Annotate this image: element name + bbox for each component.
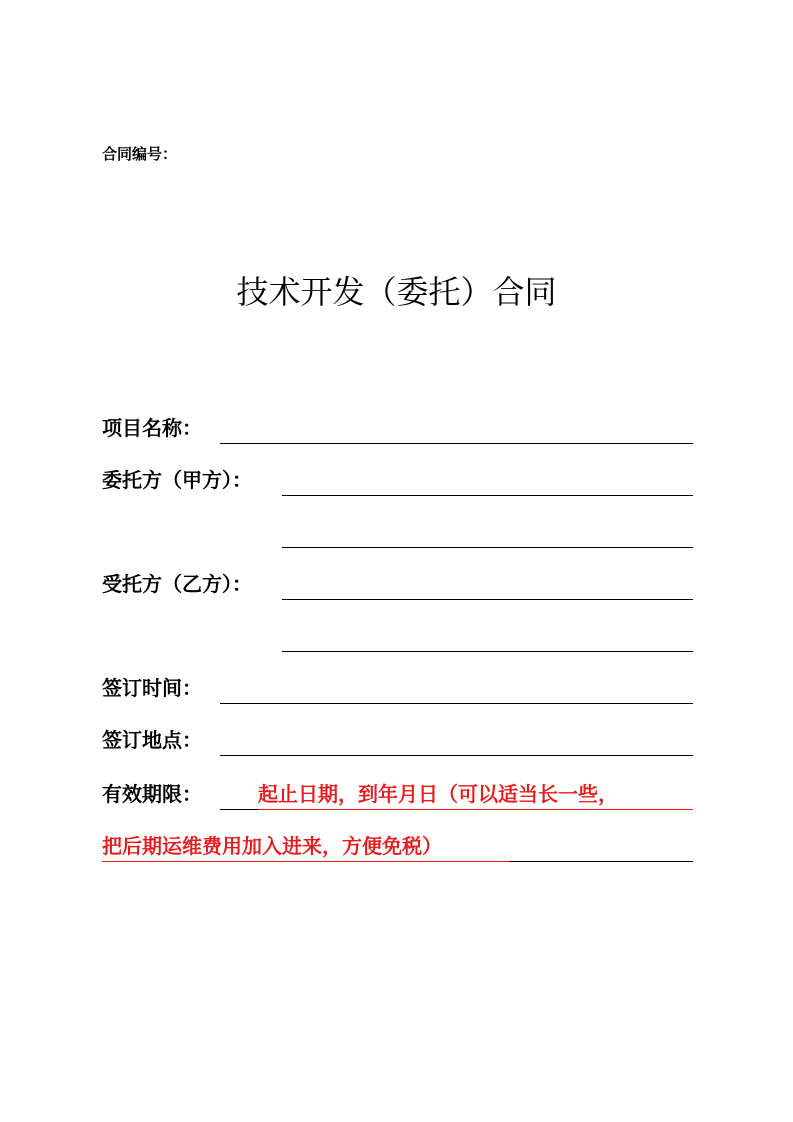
contractor-field-2[interactable]: [282, 651, 693, 652]
contractor-row-2: [102, 622, 693, 652]
validity-underline-red-2: [102, 861, 510, 862]
signing-date-field[interactable]: [220, 703, 693, 704]
contractor-label: 受托方（乙方）：: [102, 572, 252, 596]
validity-underline-red: [258, 809, 693, 810]
signing-date-label: 签订时间：: [102, 676, 202, 700]
contract-number-label: 合同编号：: [102, 145, 178, 163]
client-row: [102, 466, 693, 496]
validity-row-2: [102, 832, 693, 862]
signing-date-row: [102, 674, 693, 704]
project-name-row: [102, 414, 693, 444]
validity-note-line2[interactable]: 把后期运维费用加入进来，方便免税）: [102, 834, 442, 858]
client-row-2: [102, 518, 693, 548]
client-label: 委托方（甲方）：: [102, 468, 252, 492]
client-field-2[interactable]: [282, 547, 693, 548]
project-name-field[interactable]: [220, 443, 693, 444]
validity-underline-tail: [510, 861, 693, 862]
validity-row: [102, 780, 693, 810]
client-field[interactable]: [282, 495, 693, 496]
signing-place-row: [102, 726, 693, 756]
project-name-label: 项目名称：: [102, 416, 202, 440]
signing-place-label: 签订地点：: [102, 728, 202, 752]
contractor-row: [102, 570, 693, 600]
validity-underline-lead: [220, 809, 258, 810]
page-title: 技术开发（委托）合同: [236, 273, 557, 311]
signing-place-field[interactable]: [220, 755, 693, 756]
validity-label: 有效期限：: [102, 782, 202, 806]
contractor-field[interactable]: [282, 599, 693, 600]
validity-note-line1[interactable]: 起止日期，到年月日（可以适当长一些，: [258, 782, 618, 806]
